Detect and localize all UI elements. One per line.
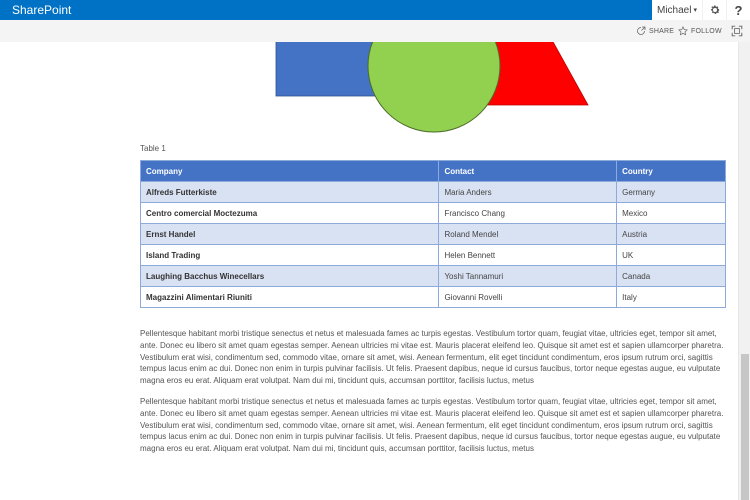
company-table <box>140 160 726 308</box>
green-circle-shape <box>368 42 500 132</box>
country-cell: Canada <box>617 266 726 287</box>
scrollbar-thumb[interactable] <box>741 354 749 500</box>
contact-cell: Helen Bennett <box>439 245 617 266</box>
table-row <box>141 245 726 266</box>
shapes-drawing <box>0 42 738 142</box>
chevron-down-icon: ▾ <box>693 7 697 14</box>
country-cell: Mexico <box>617 203 726 224</box>
contact-cell: Yoshi Tannamuri <box>439 266 617 287</box>
help-icon: ? <box>734 2 743 18</box>
user-menu-button[interactable] <box>652 0 702 20</box>
table-row <box>141 203 726 224</box>
contact-cell: Maria Anders <box>439 182 617 203</box>
suite-bar-right <box>652 0 750 20</box>
share-icon <box>636 26 646 36</box>
body-paragraph: Pellentesque habitant morbi tristique senectus et netus et malesuada fames ac turpis egestas. Vestibulum tortor quam, feugiat vitae, ultricies eget, tempor sit amet, ante. Donec eu libero sit amet quam egestas semper. Aenean ultricies mi vitae est. Mauris placerat eleifend leo. Quisque sit amet est et sapien ullamcorper pharetra. Vestibulum erat wisi, condimentum sed, commodo vitae, ornare sit amet, wisi. Aenean fermentum, elit eget tincidunt condimentum, eros ipsum rutrum orci, sagittis tempus lacus enim ac dui. Donec non enim in turpis pulvinar facilisis. Ut felis. Praesent dapibus, neque id cursus faucibus, tortor neque egestas augue, eu vulputate magna eros eu erat. Aliquam erat volutpat. Nam dui mi, tincidunt quis, accumsan porttitor, facilisis luctus, metus <box>140 329 724 386</box>
share-button[interactable] <box>636 26 674 36</box>
table-header-row <box>141 161 726 182</box>
column-header-company: Company <box>141 161 439 182</box>
contact-cell: Roland Mendel <box>439 224 617 245</box>
suite-bar <box>0 0 750 20</box>
star-icon <box>678 26 688 36</box>
country-cell: Germany <box>617 182 726 203</box>
company-cell: Magazzini Alimentari Riuniti <box>141 287 439 308</box>
contact-cell: Francisco Chang <box>439 203 617 224</box>
help-button[interactable] <box>726 0 750 20</box>
company-cell: Island Trading <box>141 245 439 266</box>
vertical-scrollbar[interactable] <box>738 42 750 500</box>
company-cell: Alfreds Futterkiste <box>141 182 439 203</box>
page-content <box>0 42 738 500</box>
table-row <box>141 287 726 308</box>
body-paragraph: Pellentesque habitant morbi tristique senectus et netus et malesuada fames ac turpis egestas. Vestibulum tortor quam, feugiat vitae, ultricies eget, tempor sit amet, ante. Donec eu libero sit amet quam egestas semper. Aenean ultricies mi vitae est. Mauris placerat eleifend leo. Quisque sit amet est et sapien ullamcorper pharetra. Vestibulum erat wisi, condimentum sed, commodo vitae, ornare sit amet, wisi. Aenean fermentum, elit eget tincidunt condimentum, eros ipsum rutrum orci, sagittis tempus lacus enim ac dui. Donec non enim in turpis pulvinar facilisis. Ut felis. Praesent dapibus, neque id cursus faucibus, tortor neque egestas augue, eu vulputate magna eros eu erat. Aliquam erat volutpat. Nam dui mi, tincidunt quis, accumsan porttitor, facilisis luctus, metus <box>140 397 724 454</box>
follow-button[interactable] <box>678 26 722 36</box>
settings-button[interactable] <box>702 0 726 20</box>
country-cell: UK <box>617 245 726 266</box>
share-label: SHARE <box>649 27 675 35</box>
column-header-country: Country <box>617 161 726 182</box>
contact-cell: Giovanni Rovelli <box>439 287 617 308</box>
company-cell: Centro comercial Moctezuma <box>141 203 439 224</box>
action-bar <box>0 20 750 42</box>
user-name: Michael <box>657 4 692 16</box>
focus-mode-icon[interactable] <box>731 25 743 37</box>
column-header-contact: Contact <box>439 161 617 182</box>
gear-icon <box>709 4 721 16</box>
table-caption: Table 1 <box>140 144 166 153</box>
table-row <box>141 182 726 203</box>
follow-label: FOLLOW <box>691 27 722 35</box>
sharepoint-brand-link[interactable]: SharePoint <box>12 3 72 17</box>
country-cell: Austria <box>617 224 726 245</box>
table-row <box>141 266 726 287</box>
table-row <box>141 224 726 245</box>
company-cell: Ernst Handel <box>141 224 439 245</box>
country-cell: Italy <box>617 287 726 308</box>
company-cell: Laughing Bacchus Winecellars <box>141 266 439 287</box>
